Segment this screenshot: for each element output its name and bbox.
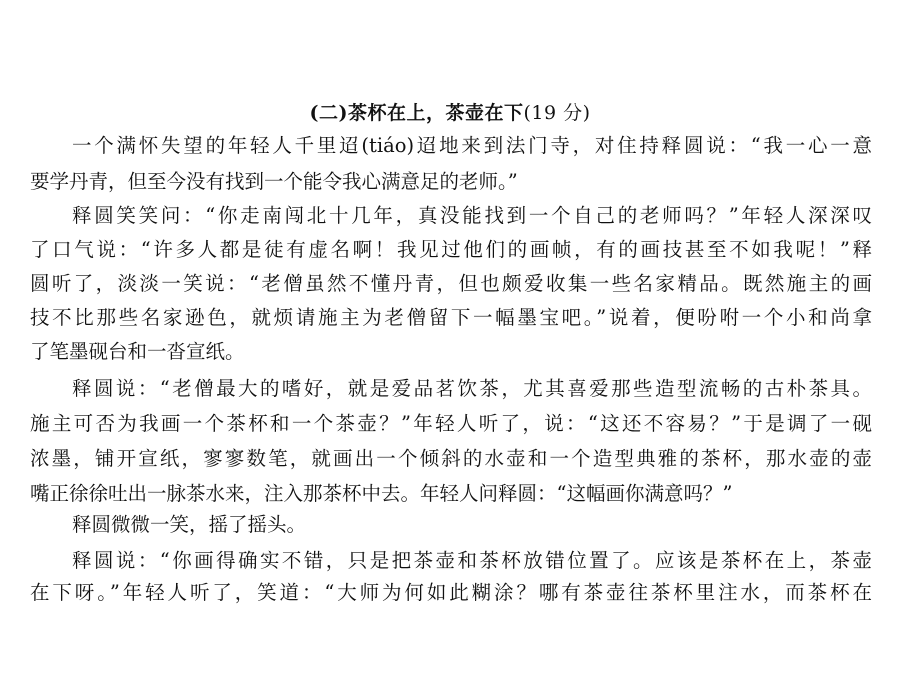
paragraph-line: 一个满怀失望的年轻人千里迢(tiáo)迢地来到法门寺，对住持释圆说：“我一心一意 <box>72 134 872 157</box>
paragraph-line: 了口气说：“许多人都是徒有虚名啊！我见过他们的画帧，有的画技甚至不如我呢！”释 <box>30 238 872 261</box>
section-score: (19 分) <box>523 102 591 124</box>
paragraph-line: 要学丹青，但至今没有找到一个能令我心满意足的老师。” <box>30 170 518 193</box>
paragraph-line: 释圆说：“老僧最大的嗜好，就是爱品茗饮茶，尤其喜爱那些造型流畅的古朴茶具。 <box>72 377 872 400</box>
paragraph-line: 圆听了，淡淡一笑说：“老僧虽然不懂丹青，但也颇爱收集一些名家精品。既然施主的画 <box>30 272 872 295</box>
section-title <box>0 98 900 125</box>
section-title-text: (二)茶杯在上，茶壶在下 <box>309 102 524 124</box>
paragraph-line: 嘴正徐徐吐出一脉茶水来，注入那茶杯中去。年轻人问释圆：“这幅画你满意吗？” <box>30 482 733 505</box>
paragraph-line: 释圆说：“你画得确实不错，只是把茶壶和茶杯放错位置了。应该是茶杯在上，茶壶 <box>72 549 872 572</box>
paragraph-line: 技不比那些名家逊色，就烦请施主为老僧留下一幅墨宝吧。”说着，便吩咐一个小和尚拿 <box>30 306 872 329</box>
paragraph-line: 在下呀。”年轻人听了，笑道：“大师为何如此糊涂？哪有茶壶往茶杯里注水，而茶杯在 <box>30 581 872 604</box>
paragraph-line: 浓墨，铺开宣纸，寥寥数笔，就画出一个倾斜的水壶和一个造型典雅的茶杯，那水壶的壶 <box>30 447 872 470</box>
paragraph-line: 释圆微微一笑，摇了摇头。 <box>72 513 307 536</box>
paragraph-line: 释圆笑笑问：“你走南闯北十几年，真没能找到一个自己的老师吗？”年轻人深深叹 <box>72 204 872 227</box>
paragraph-line: 了笔墨砚台和一沓宣纸。 <box>30 340 245 363</box>
paragraph-line: 施主可否为我画一个茶杯和一个茶壶？”年轻人听了，说：“这还不容易？”于是调了一砚 <box>30 412 872 435</box>
